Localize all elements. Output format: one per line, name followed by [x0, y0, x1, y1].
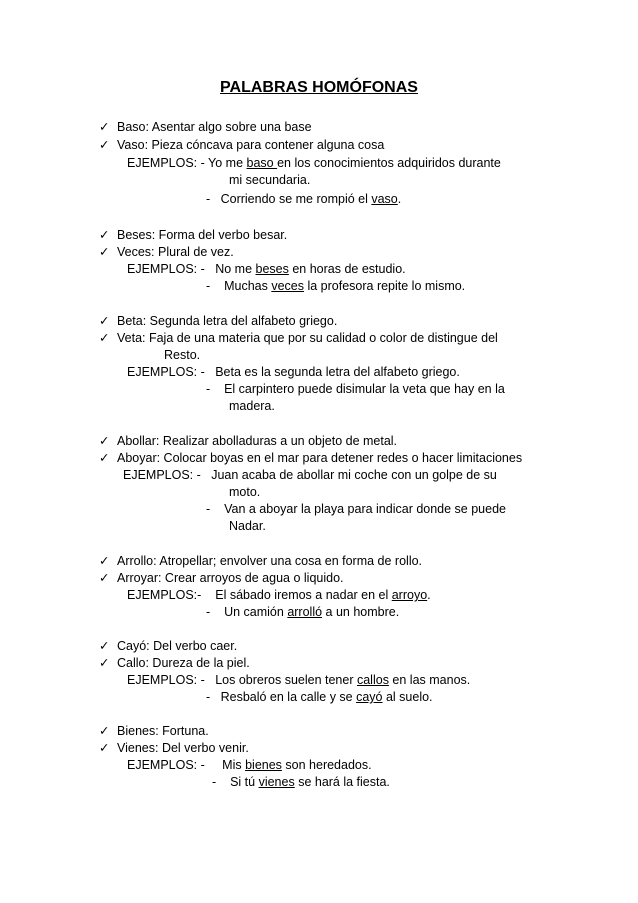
- definition: Aboyar: Colocar boyas en el mar para detener redes o hacer limitaciones: [117, 451, 523, 465]
- definition: Veta: Faja de una materia que por su calidad o color de distingue del: [117, 331, 498, 345]
- example-line: EJEMPLOS: - No me beses en horas de estudio.: [127, 262, 406, 276]
- definition: Vienes: Del verbo venir.: [117, 741, 249, 755]
- checkmark-icon: ✓: [99, 451, 110, 465]
- ejemplos-label: EJEMPLOS: -: [127, 262, 205, 276]
- homophone-word: cayó: [356, 690, 383, 704]
- example-line: EJEMPLOS: - Beta es la segunda letra del alfabeto griego.: [127, 365, 460, 379]
- checkmark-icon: ✓: [99, 571, 110, 585]
- ejemplos-label: EJEMPLOS: -: [127, 673, 205, 687]
- checkmark-icon: ✓: [99, 245, 110, 259]
- example-line: - Van a aboyar la playa para indicar donde se puede: [206, 502, 506, 516]
- definition: Callo: Dureza de la piel.: [117, 656, 250, 670]
- definition: Beses: Forma del verbo besar.: [117, 228, 288, 242]
- example-continuation: Nadar.: [229, 519, 266, 533]
- homophone-word: baso: [246, 156, 278, 170]
- homophone-word: callos: [356, 673, 389, 687]
- example-line: - Un camión arrolló a un hombre.: [206, 605, 400, 619]
- checkmark-icon: ✓: [99, 228, 110, 242]
- definition: Veces: Plural de vez.: [117, 245, 234, 259]
- definition: Vaso: Pieza cóncava para contener alguna cosa: [117, 138, 385, 152]
- example-line: - El carpintero puede disimular la veta que hay en la: [206, 382, 505, 396]
- example-line: - Corriendo se me rompió el vaso.: [206, 192, 402, 206]
- definition: Baso: Asentar algo sobre una base: [117, 120, 312, 134]
- definition: Bienes: Fortuna.: [117, 724, 209, 738]
- example-line: EJEMPLOS: - Yo me baso en los conocimientos adquiridos durante: [127, 156, 501, 170]
- checkmark-icon: ✓: [99, 741, 110, 755]
- definition: Arroyar: Crear arroyos de agua o liquido.: [117, 571, 344, 585]
- checkmark-icon: ✓: [99, 639, 110, 653]
- homophone-word: bienes: [245, 758, 282, 772]
- checkmark-icon: ✓: [99, 138, 110, 152]
- definition: Beta: Segunda letra del alfabeto griego.: [117, 314, 338, 328]
- homophone-word: arrolló: [287, 605, 323, 619]
- definition: Abollar: Realizar abolladuras a un objeto de metal.: [117, 434, 398, 448]
- ejemplos-label: EJEMPLOS: -: [123, 468, 201, 482]
- definition-continuation: Resto.: [164, 348, 201, 362]
- ejemplos-label: EJEMPLOS: -: [127, 365, 205, 379]
- checkmark-icon: ✓: [99, 434, 110, 448]
- homophone-word: beses: [255, 262, 289, 276]
- ejemplos-label: EJEMPLOS:-: [127, 588, 202, 602]
- example-line: - Muchas veces la profesora repite lo mismo.: [206, 279, 466, 293]
- ejemplos-label: EJEMPLOS: -: [127, 156, 205, 170]
- checkmark-icon: ✓: [99, 314, 110, 328]
- definition: Cayó: Del verbo caer.: [117, 639, 238, 653]
- homophone-word: veces: [271, 279, 304, 293]
- example-continuation: madera.: [229, 399, 275, 413]
- homophone-word: vienes: [258, 775, 295, 789]
- checkmark-icon: ✓: [99, 554, 110, 568]
- definition: Arrollo: Atropellar; envolver una cosa en forma de rollo.: [117, 554, 423, 568]
- page-title: PALABRAS HOMÓFONAS: [220, 79, 418, 96]
- ejemplos-label: EJEMPLOS: -: [127, 758, 205, 772]
- checkmark-icon: ✓: [99, 656, 110, 670]
- example-line: - Si tú vienes se hará la fiesta.: [212, 775, 390, 789]
- checkmark-icon: ✓: [99, 724, 110, 738]
- homophone-word: vaso: [371, 192, 398, 206]
- example-line: EJEMPLOS: - Juan acaba de abollar mi coche con un golpe de su: [123, 468, 497, 482]
- checkmark-icon: ✓: [99, 120, 110, 134]
- example-continuation: mi secundaria.: [229, 173, 311, 187]
- example-line: EJEMPLOS:- El sábado iremos a nadar en el arroyo.: [127, 588, 431, 602]
- checkmark-icon: ✓: [99, 331, 110, 345]
- homophone-word: arroyo: [391, 588, 428, 602]
- example-continuation: moto.: [229, 485, 261, 499]
- example-line: - Resbaló en la calle y se cayó al suelo.: [206, 690, 433, 704]
- example-line: EJEMPLOS: - Mis bienes son heredados.: [127, 758, 372, 772]
- example-line: EJEMPLOS: - Los obreros suelen tener callos en las manos.: [127, 673, 471, 687]
